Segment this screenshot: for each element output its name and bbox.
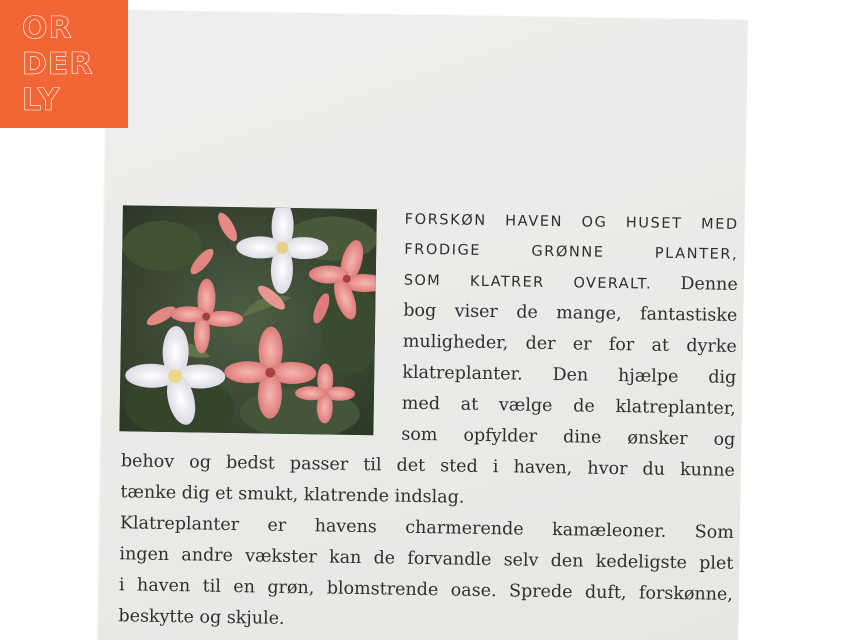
logo-line: DER — [22, 47, 94, 82]
body-line: i haven til en grøn, blomstrende oase. Sprede duft, forskønne, — [118, 575, 734, 605]
lead-line: med at vælge de klatreplanter, — [401, 393, 736, 419]
lead-caps-inline: SOM KLATRER OVERALT. — [403, 272, 653, 293]
lead-line: muligheder, der er for at dyrke — [402, 331, 737, 357]
flower-photo — [119, 205, 377, 435]
lead-caps-line: FORSKØN HAVEN OG HUSET MED — [404, 211, 739, 233]
logo-line: LY — [22, 83, 61, 118]
body-text — [118, 446, 735, 640]
flower-photo-illustration — [119, 205, 377, 435]
body-line: beskytte og skjule. — [118, 606, 285, 629]
lead-line: som opfylder dine ønsker og — [401, 424, 736, 450]
lead-caps-line: FRODIGE GRØNNE PLANTER, — [404, 241, 739, 263]
book-back-cover — [98, 10, 748, 640]
body-line: behov og bedst passer til det sted i haven, hvor du kunne — [120, 451, 735, 481]
lead-paragraph — [401, 205, 739, 456]
orderly-logo — [0, 0, 128, 128]
logo-line: OR — [22, 11, 73, 46]
body-line: Klatreplanter er havens charmerende kamæleoner. Som — [119, 513, 735, 543]
body-line: ingen andre vækster kan de forvandle selv den kedeligste plet — [119, 544, 734, 574]
lead-line: bog viser de mange, fantastiske — [403, 300, 738, 326]
lead-line: klatreplanter. Den hjælpe dig — [402, 362, 737, 388]
lead-mixed-text: Denne — [680, 274, 738, 295]
body-line: tænke dig et smukt, klatrende indslag. — [120, 482, 465, 508]
